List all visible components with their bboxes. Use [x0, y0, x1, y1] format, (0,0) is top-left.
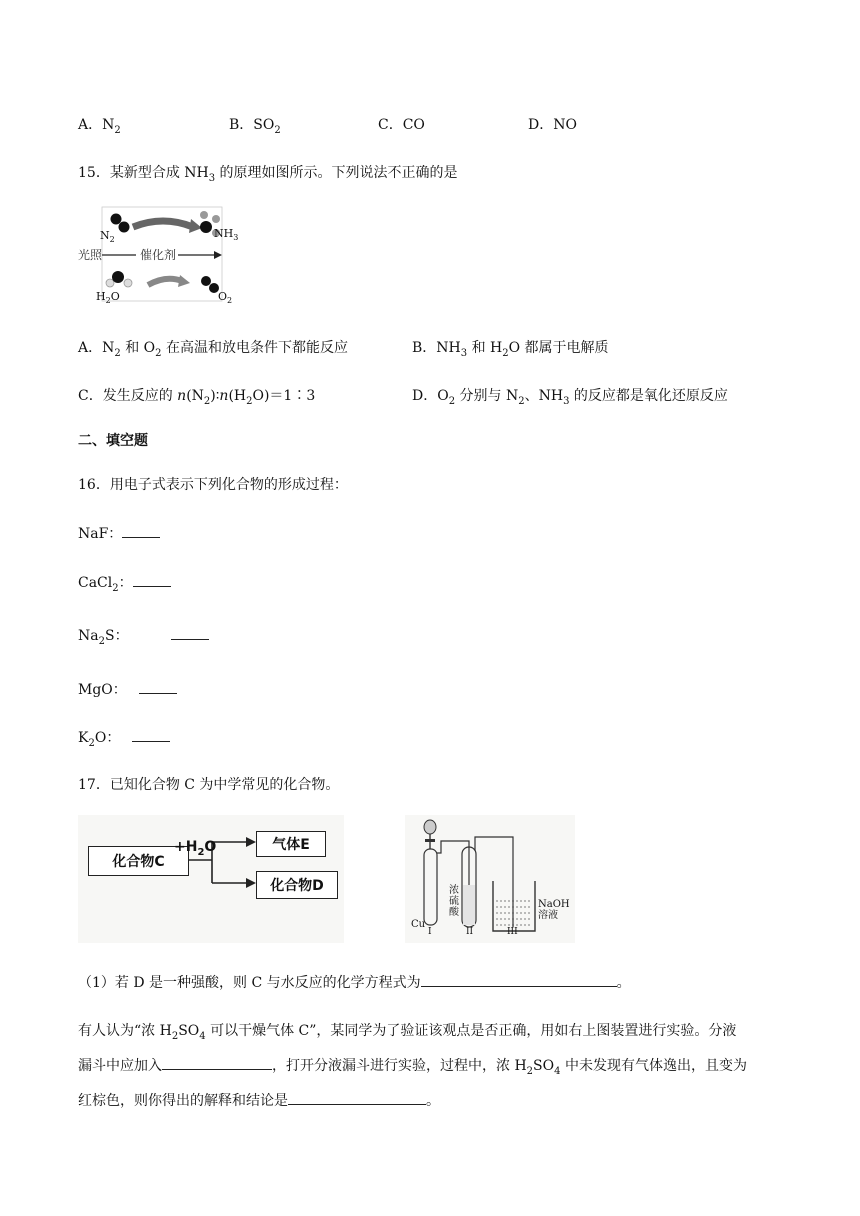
q17-paragraph-line3: 红棕色，则你得出的解释和结论是 。	[78, 1090, 440, 1110]
q17-flow-diagram	[78, 815, 344, 943]
fig-nh3-label: $NH_3$	[214, 227, 239, 243]
answer-blank[interactable]	[133, 572, 171, 587]
q16-stem: 16．用电子式表示下列化合物的形成过程：	[78, 477, 348, 493]
q16-item-na2s: $Na_2S$：	[78, 625, 209, 647]
q14-option-d: D．NO	[528, 117, 577, 133]
q14-option-c: C．CO	[378, 117, 425, 133]
q15-option-a: A．$N_2$ 和 $O_2$ 在高温和放电条件下都能反应	[78, 340, 348, 359]
fig-n2-label: $N_2$	[100, 229, 115, 245]
answer-blank[interactable]	[162, 1055, 272, 1070]
q16-item-cacl2: CaCl$_2$：	[78, 572, 171, 594]
q15-stem: 15．某新型合成 $NH_3$ 的原理如图所示。下列说法不正确的是	[78, 165, 458, 184]
q17-part1: （1）若 D 是一种强酸，则 C 与水反应的化学方程式为 。	[78, 972, 631, 992]
q15-option-c: C．发生反应的 $n(N_2)∶n(H_2O)=1∶3$	[78, 388, 316, 407]
fig-h2o-label: $H_2O$	[96, 290, 120, 306]
q14-option-b: B．$SO_2$	[229, 117, 281, 136]
cu-label: Cu	[411, 919, 426, 930]
q16-item-k2o: $K_2O$：	[78, 727, 170, 749]
q17-paragraph-line1: 有人认为“浓 $H_2SO_4$ 可以干燥气体 C”，某同学为了验证该观点是否正确，用如右上图装置进行实验。分液	[78, 1023, 737, 1042]
bottom-curved-arrow-icon	[148, 279, 182, 285]
q17-paragraph-line2: 漏斗中应加入 ，打开分液漏斗进行实验，过程中，浓 $H_2SO_4$ 中未发现有气体逸出，且变为	[78, 1055, 747, 1077]
separatory-funnel-icon	[424, 820, 436, 849]
q17-stem: 17．已知化合物 C 为中学常见的化合物。	[78, 777, 340, 793]
compound-d-box: 化合物D	[256, 871, 338, 899]
fig-catalyst-label: 催化剂	[140, 248, 177, 262]
beaker-iii-label: III	[507, 927, 518, 937]
fig-o2-label: $O_2$	[218, 290, 233, 306]
gas-e-box: 气体E	[256, 831, 326, 857]
q15-option-b: B．$NH_3$ 和 $H_2O$ 都属于电解质	[412, 340, 609, 359]
naoh-label: NaOH 溶液	[538, 899, 570, 921]
fig-light-label: 光照	[78, 248, 103, 262]
answer-blank[interactable]	[421, 972, 617, 987]
answer-blank[interactable]	[171, 625, 209, 640]
q15-option-d: D．$O_2$ 分别与 $N_2$、$NH_3$ 的反应都是氧化还原反应	[412, 388, 728, 407]
q17-apparatus	[405, 815, 575, 943]
tube-i-label: I	[428, 927, 432, 937]
o2-molecule-icon	[201, 276, 219, 293]
answer-blank[interactable]	[139, 679, 177, 694]
answer-blank[interactable]	[122, 523, 160, 538]
conc-acid-label: 浓 硫 酸	[449, 885, 459, 918]
q14-option-a: A．$N_2$	[78, 117, 121, 136]
answer-blank[interactable]	[132, 727, 170, 742]
top-curved-arrow-icon	[133, 221, 193, 227]
q16-item-naf: NaF：	[78, 523, 160, 543]
water-label: $+H_2O$	[174, 839, 217, 858]
tube-ii-label: II	[466, 927, 474, 937]
section-title: 二、填空题	[78, 433, 148, 449]
answer-blank[interactable]	[288, 1090, 426, 1105]
h2o-molecule-icon	[106, 271, 132, 287]
compound-c-box: 化合物C	[88, 846, 189, 876]
q16-item-mgo: MgO：	[78, 679, 177, 699]
q15-reaction-figure	[78, 205, 248, 305]
